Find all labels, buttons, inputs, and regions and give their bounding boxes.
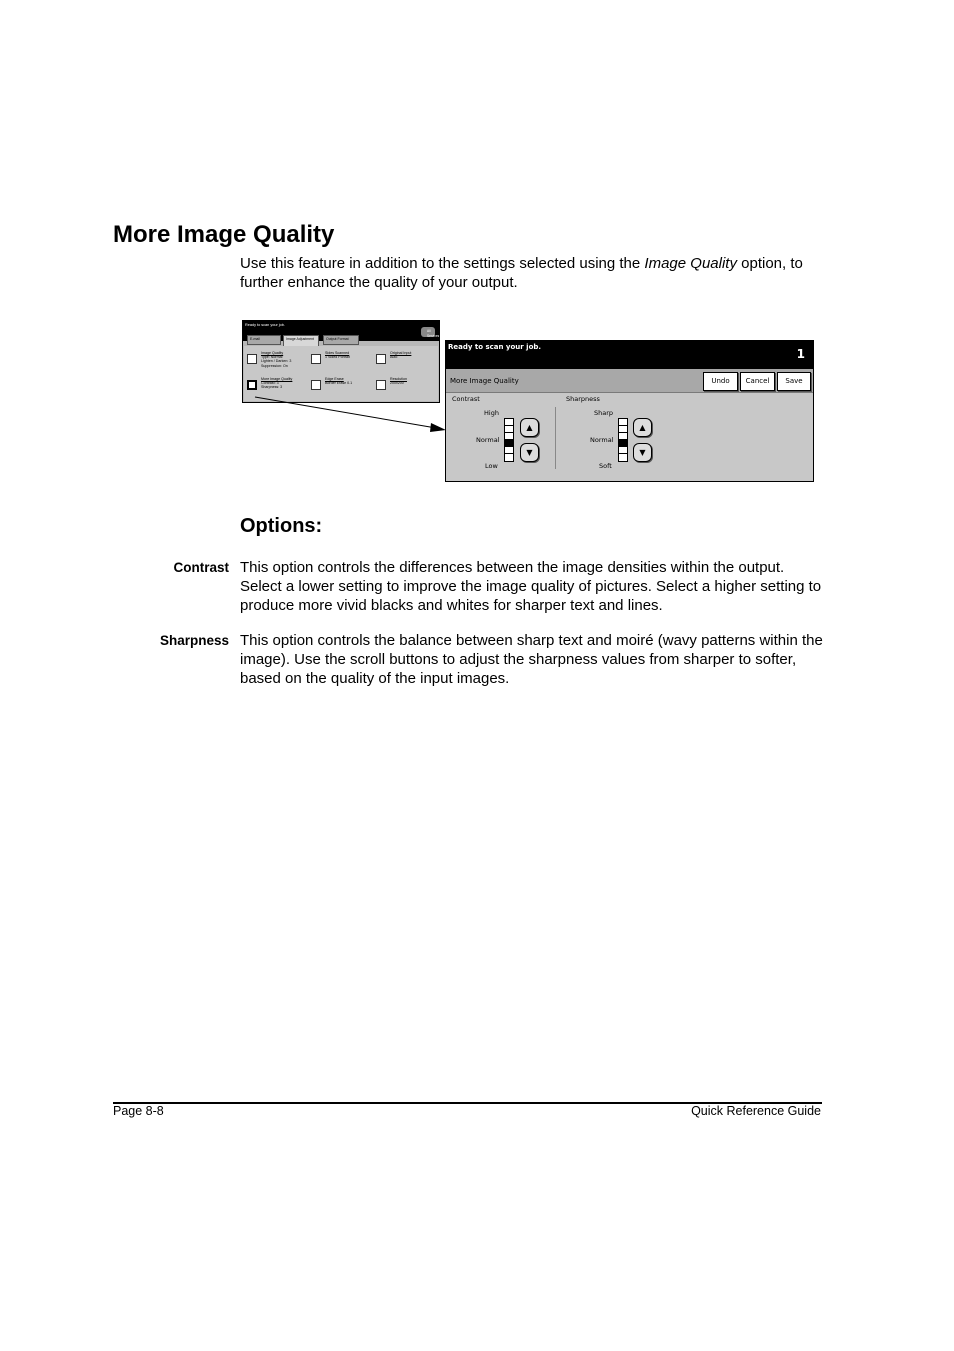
mini-tab-output-format: Output Format [323, 335, 359, 345]
mini-status-text: Ready to scan your job. [245, 323, 285, 327]
slider-segment [505, 447, 513, 454]
intro-text-1: Use this feature in addition to the settings selected using the [240, 255, 645, 272]
sharpness-label: Sharpness [159, 633, 229, 648]
job-count: 1 [796, 347, 805, 361]
slider-segment [505, 419, 513, 426]
section-divider [555, 407, 556, 469]
mini-item-more-image-quality: More Image Quality Contrast: 3 Sharpness: 3 [261, 377, 293, 390]
contrast-high-label: High [484, 409, 499, 417]
options-panel [446, 393, 813, 481]
footer-guide-title: Quick Reference Guide [691, 1104, 821, 1118]
mini-item-original-input: Original Input Auto [390, 351, 412, 360]
slider-segment [619, 454, 627, 461]
slider-segment [505, 454, 513, 461]
arrow-up-icon: ▲ [639, 423, 646, 432]
mini-item-image-quality: Image Quality Type: Normal Lighten / Darken: 3 Suppression: On [261, 351, 292, 368]
contrast-description: This option controls the differences between the image densities within the output. Select a lower setting to improve the image quality of pictures. Select a higher setting to produce more vivid blacks and whites for sharper text and lines. [240, 559, 822, 614]
mini-all-services: All Services [427, 329, 440, 338]
sharpness-up-button[interactable] [633, 418, 652, 437]
sharpness-sharp-label: Sharp [594, 409, 614, 417]
footer-page-number: Page 8-8 [113, 1104, 164, 1118]
contrast-low-label: Low [485, 462, 498, 470]
sharpness-description: This option controls the balance between sharp text and moiré (wavy patterns within the image). Use the scroll buttons to adjust the sharpness values from sharper to softer, based on the quality of the input images. [240, 632, 823, 687]
options-heading: Options: [240, 515, 323, 537]
contrast-slider[interactable] [504, 418, 514, 462]
mini-tab-image-adjustment: Image Adjustment [283, 335, 319, 347]
arrow-down-icon: ▼ [526, 448, 533, 457]
contrast-down-button[interactable] [520, 443, 539, 462]
slider-segment [619, 440, 627, 447]
sharpness-normal-label: Normal [590, 436, 614, 444]
cancel-button[interactable]: Cancel [740, 372, 775, 391]
intro-text-2: option, to further enhance the quality of your output. [240, 255, 803, 291]
slider-segment [619, 447, 627, 454]
contrast-heading: Contrast [452, 395, 480, 403]
intro-italic: Image Quality [644, 255, 737, 272]
status-bar [446, 341, 813, 369]
more-image-quality-screen [445, 340, 814, 482]
sharpness-slider[interactable] [618, 418, 628, 462]
feature-title: More Image Quality [450, 377, 519, 385]
slider-segment [619, 426, 627, 433]
contrast-label: Contrast [173, 560, 229, 575]
mini-tab-email: E-mail [247, 335, 281, 345]
mini-item-sides-scanned: Sides Scanned 1 Sided Portrait [325, 351, 350, 360]
undo-button[interactable]: Undo [703, 372, 738, 391]
contrast-normal-label: Normal [476, 436, 500, 444]
sharpness-soft-label: Soft [599, 462, 612, 470]
save-button[interactable]: Save [777, 372, 811, 391]
mini-item-resolution: Resolution 200x200 [390, 377, 407, 386]
sharpness-down-button[interactable] [633, 443, 652, 462]
mini-item-edge-erase: Edge Erase Border Erase 0.1 [325, 377, 353, 386]
slider-segment [505, 426, 513, 433]
slider-segment [505, 440, 513, 447]
status-text: Ready to scan your job. [448, 343, 542, 351]
slider-segment [619, 433, 627, 440]
arrow-down-icon: ▼ [639, 448, 646, 457]
slider-segment [619, 419, 627, 426]
feature-bar [446, 369, 813, 393]
page-title: More Image Quality [113, 221, 335, 248]
slider-segment [505, 433, 513, 440]
sharpness-heading: Sharpness [566, 395, 600, 403]
contrast-up-button[interactable] [520, 418, 539, 437]
arrow-up-icon: ▲ [526, 423, 533, 432]
